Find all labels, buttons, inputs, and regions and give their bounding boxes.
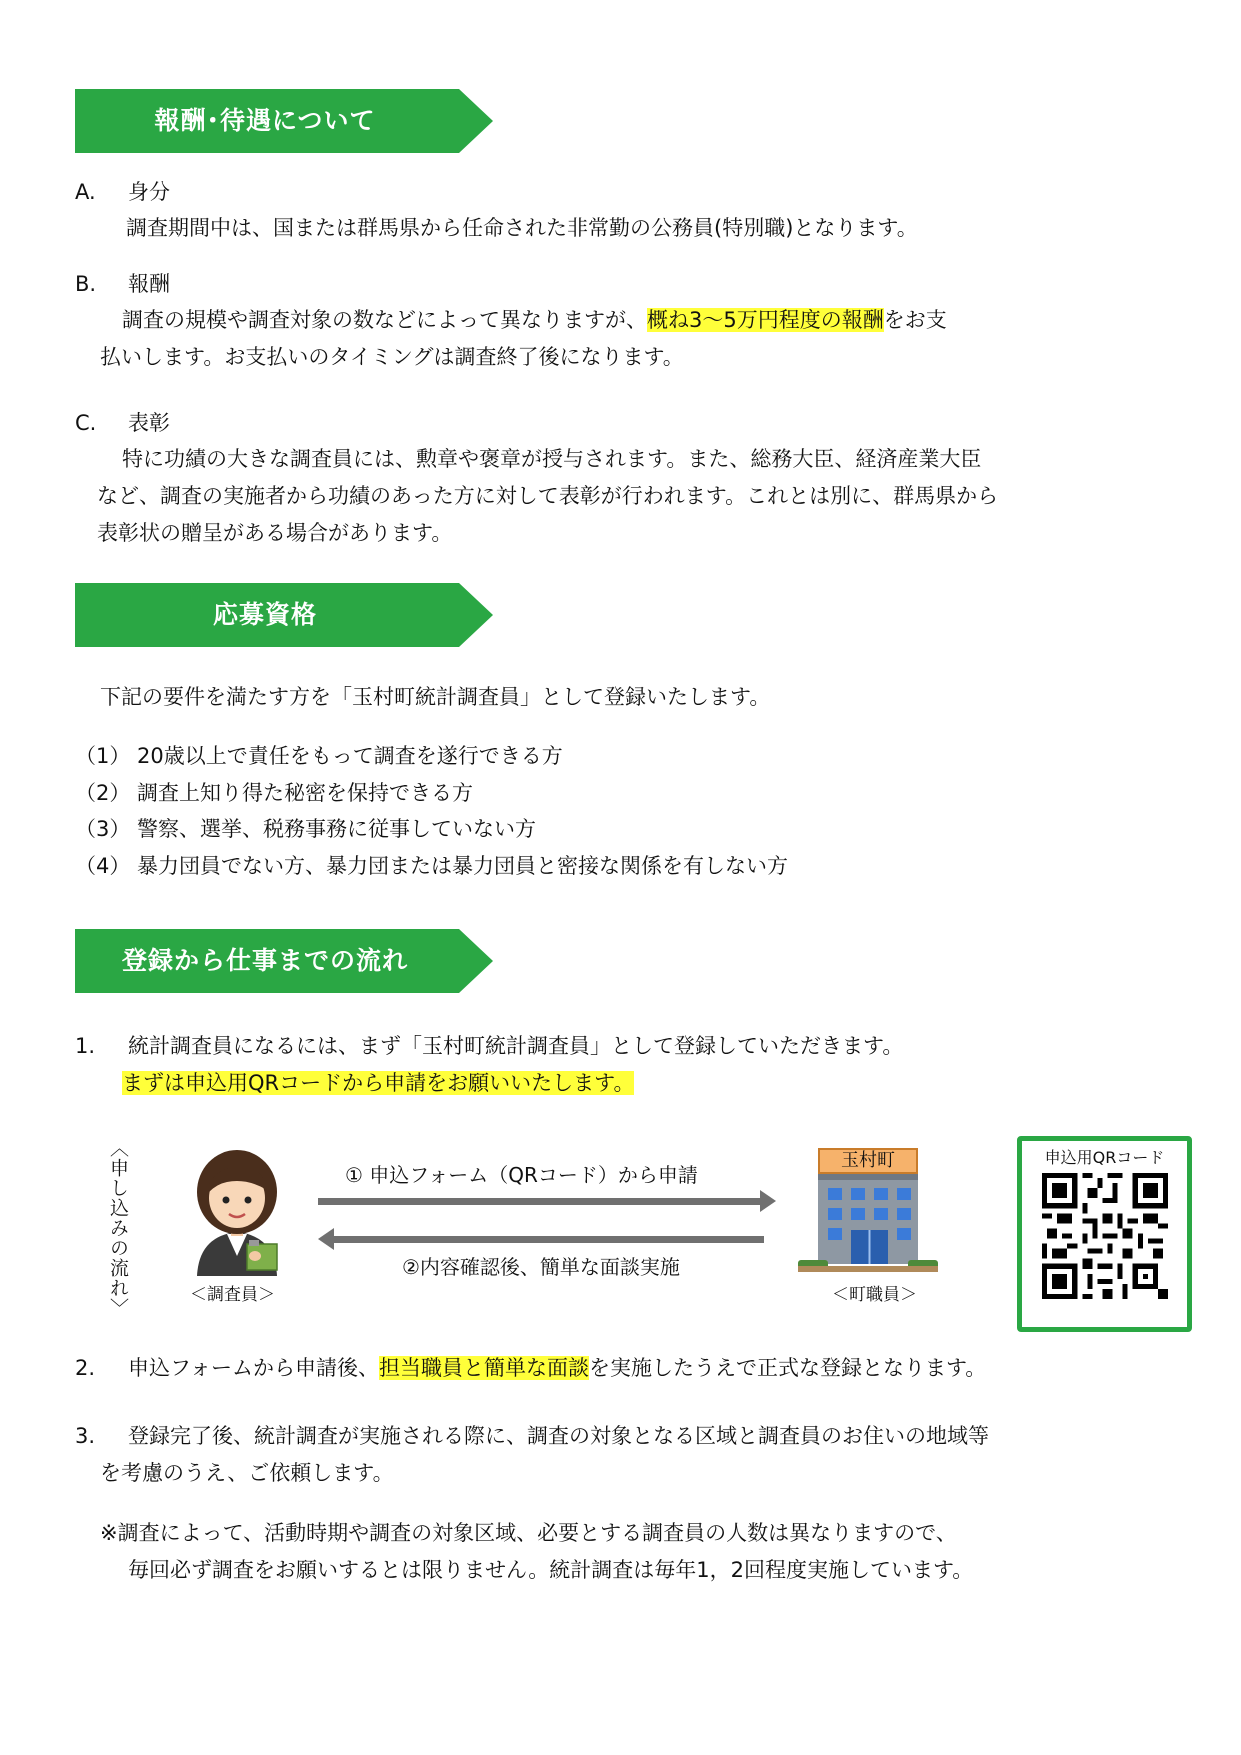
qualification-item-4: （4） 暴力団員でない方、暴力団または暴力団員と密接な関係を有しない方 (75, 854, 789, 878)
qualification-intro: 下記の要件を満たす方を「玉村町統計調査員」として登録いたします。 (100, 685, 771, 709)
highlighted-reward: 概ね3～5万円程度の報酬 (647, 308, 884, 332)
highlighted-interview: 担当職員と簡単な面談 (378, 1356, 589, 1380)
item-label-b: B. (75, 272, 97, 296)
step-text-3-line1: 登録完了後、統計調査が実施される際に、調査の対象となる区域と調査員のお住いの地域等 (128, 1424, 989, 1448)
item-text-c-line2: など、調査の実施者から功績のあった方に対して表彰が行われます。これとは別に、群馬県から (97, 484, 999, 508)
qr-code-icon[interactable] (1042, 1173, 1168, 1299)
highlighted-qr-request: まずは申込用QRコードから申請をお願いいたします。 (122, 1071, 635, 1095)
text-fragment: を実施したうえで正式な登録となります。 (588, 1356, 987, 1380)
item-title-c: 表彰 (128, 411, 170, 435)
section-title: 登録から仕事までの流れ (121, 946, 408, 975)
item-text-b-line2: 払いします。お支払いのタイミングは調査終了後になります。 (100, 345, 684, 369)
arrow-right-line (318, 1198, 760, 1205)
section-banner-qualification (75, 583, 493, 647)
step-text-2 (128, 1353, 986, 1383)
arrow1-label: ① 申込フォーム（QRコード）から申請 (345, 1163, 698, 1187)
text-fragment: をお支 (883, 308, 947, 332)
section-banner-flow (75, 929, 493, 993)
qualification-item-3: （3） 警察、選挙、税務事務に従事していない方 (75, 817, 537, 841)
item-title-b: 報酬 (128, 272, 170, 296)
arrow-left-head-icon (318, 1228, 334, 1250)
item-label-a: A. (75, 180, 96, 204)
item-text-c-line1: 特に功績の大きな調査員には、勲章や褒章が授与されます。また、総務大臣、経済産業大臣 (122, 447, 982, 471)
step-highlight-1 (122, 1068, 634, 1098)
note-line2: 毎回必ず調査をお願いするとは限りません。統計調査は毎年1，2回程度実施しています。 (128, 1558, 974, 1582)
step-text-1: 統計調査員になるには、まず「玉村町統計調査員」として登録していただきます。 (128, 1034, 904, 1058)
step-label-3: 3. (75, 1424, 96, 1448)
step-label-2: 2. (75, 1356, 96, 1380)
text-fragment: 申込フォームから申請後、 (128, 1356, 379, 1380)
arrow-right-head-icon (760, 1190, 776, 1212)
item-label-c: C. (75, 411, 97, 435)
step-text-3-line2: を考慮のうえ、ご依頼します。 (100, 1461, 394, 1485)
item-title-a: 身分 (128, 180, 170, 204)
text-fragment: 調査の規模や調査対象の数などによって異なりますが、 (122, 308, 647, 332)
building-caption: ＜町職員＞ (832, 1285, 917, 1305)
surveyor-person-icon (177, 1144, 297, 1276)
note-line1: ※調査によって、活動時期や調査の対象区域、必要とする調査員の人数は異なりますので、 (100, 1521, 957, 1545)
arrow-left-line (334, 1236, 764, 1243)
item-text-b-line1 (122, 305, 947, 335)
step-label-1: 1. (75, 1034, 96, 1058)
qr-label: 申込用QRコード (1044, 1148, 1165, 1167)
qualification-item-1: （1） 20歳以上で責任をもって調査を遂行できる方 (75, 744, 563, 768)
arrow2-label: ②内容確認後、簡単な面談実施 (402, 1255, 680, 1279)
qr-code-box[interactable] (1017, 1136, 1192, 1332)
item-text-c-line3: 表彰状の贈呈がある場合があります。 (97, 521, 453, 545)
person-caption: ＜調査員＞ (190, 1285, 275, 1305)
flow-vertical-label: 〈申し込みの流れ〉 (107, 1138, 129, 1318)
item-text-a: 調査期間中は、国または群馬県から任命された非常勤の公務員(特別職)となります。 (126, 216, 918, 240)
section-banner-reward (75, 89, 493, 153)
qualification-item-2: （2） 調査上知り得た秘密を保持できる方 (75, 781, 474, 805)
building-sign: 玉村町 (818, 1148, 918, 1174)
section-title: 応募資格 (212, 600, 317, 629)
section-title: 報酬･待遇について (154, 106, 376, 135)
